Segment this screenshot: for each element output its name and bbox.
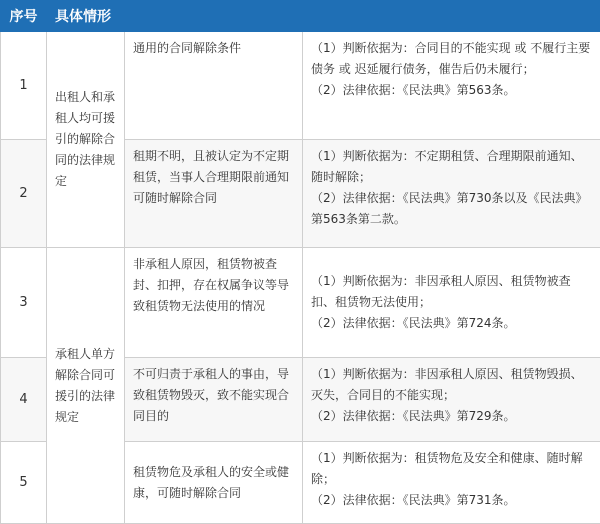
- basis-text: （1）判断依据为：租赁物危及安全和健康、随时解除；: [311, 448, 592, 490]
- situation-cell: 租赁物危及承租人的安全或健康，可随时解除合同: [125, 442, 303, 524]
- law-text: （2）法律依据：《民法典》第730条以及《民法典》第563条第二款。: [311, 188, 592, 230]
- law-text: （2）法律依据：《民法典》第724条。: [311, 313, 592, 334]
- basis-cell: [303, 358, 600, 442]
- basis-text: （1）判断依据为：不定期租赁、合理期限前通知、随时解除；: [311, 146, 592, 188]
- situation-cell: 不可归责于承租人的事由，导致租赁物毁灭，致不能实现合同目的: [125, 358, 303, 442]
- header-no: 序号: [1, 1, 47, 32]
- basis-text: （1）判断依据为：非因承租人原因、租赁物毁损、灭失，合同目的不能实现；: [311, 364, 592, 406]
- category-cell: 出租人和承租人均可援引的解除合同的法律规定: [47, 32, 125, 248]
- row-number: 4: [1, 358, 47, 442]
- situation-cell: 租期不明，且被认定为不定期租赁，当事人合理期限前通知可随时解除合同: [125, 140, 303, 248]
- basis-cell: [303, 442, 600, 524]
- row-number: 2: [1, 140, 47, 248]
- table-header: [1, 1, 600, 32]
- category-cell: 承租人单方解除合同可援引的法律规定: [47, 248, 125, 524]
- situation-cell: 非承租人原因，租赁物被查封、扣押，存在权属争议等导致租赁物无法使用的情况: [125, 248, 303, 358]
- law-text: （2）法律依据：《民法典》第729条。: [311, 406, 592, 427]
- table-row: [1, 248, 600, 358]
- law-text: （2）法律依据：《民法典》第731条。: [311, 490, 592, 511]
- basis-cell: [303, 32, 600, 140]
- header-detail: 具体情形: [47, 1, 600, 32]
- row-number: 1: [1, 32, 47, 140]
- table-row: [1, 32, 600, 140]
- basis-cell: [303, 248, 600, 358]
- basis-text: （1）判断依据为：合同目的不能实现 或 不履行主要债务 或 迟延履行债务，催告后仍未履行；: [311, 38, 592, 80]
- row-number: 3: [1, 248, 47, 358]
- law-text: （2）法律依据：《民法典》第563条。: [311, 80, 592, 101]
- situation-cell: 通用的合同解除条件: [125, 32, 303, 140]
- basis-cell: [303, 140, 600, 248]
- basis-text: （1）判断依据为：非因承租人原因、租赁物被查扣、租赁物无法使用；: [311, 271, 592, 313]
- row-number: 5: [1, 442, 47, 524]
